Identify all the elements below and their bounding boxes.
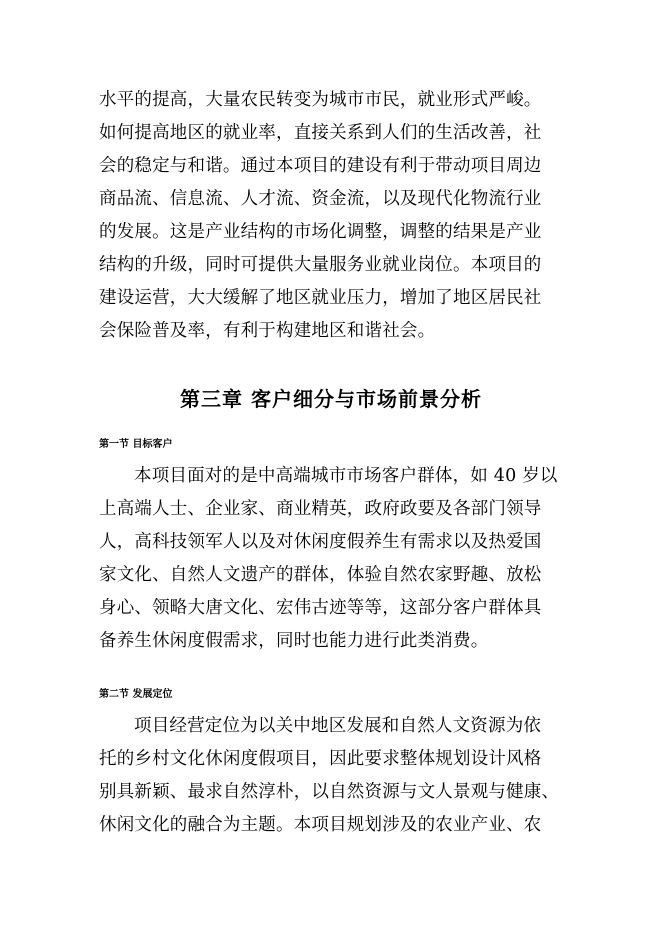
section-1-line-4: 家文化、自然人文遗产的群体，体验自然农家野趣、放松: [99, 565, 542, 585]
intro-line-4: 商品流、信息流、人才流、资金流，以及现代化物流行业: [99, 189, 542, 209]
intro-line-6: 结构的升级，同时可提供大量服务业就业岗位。本项目的: [99, 255, 542, 275]
section-1-line-3: 人，高科技领军人以及对休闲度假养生有需求以及热爱国: [99, 532, 542, 552]
intro-line-7: 建设运营，大大缓解了地区就业压力，增加了地区居民社: [99, 288, 542, 308]
chapter-title: 第三章 客户细分与市场前景分析: [180, 387, 482, 411]
intro-line-2: 如何提高地区的就业率，直接关系到人们的生活改善，社: [99, 123, 542, 143]
intro-line-3: 会的稳定与和谐。通过本项目的建设有利于带动项目周边: [99, 156, 542, 176]
section-1-line-1: 本项目面对的是中高端城市市场客户群体，如 40 岁以: [134, 466, 558, 486]
section-1-line-2: 上高端人士、企业家、商业精英，政府政要及各部门领导: [99, 499, 542, 519]
section-2-line-4: 休闲文化的融合为主题。本项目规划涉及的农业产业、农: [99, 815, 542, 835]
intro-line-1: 水平的提高，大量农民转变为城市市民，就业形式严峻。: [99, 90, 542, 110]
section-2-title: 第二节 发展定位: [99, 689, 173, 700]
intro-line-5: 的发展。这是产业结构的市场化调整，调整的结果是产业: [99, 222, 542, 242]
section-2-line-3: 别具新颖、最求自然淳朴，以自然资源与文人景观与健康、: [99, 782, 560, 802]
section-2-line-1: 项目经营定位为以关中地区发展和自然人文资源为依: [134, 716, 542, 736]
section-2-line-2: 托的乡村文化休闲度假项目，因此要求整体规划设计风格: [99, 749, 542, 769]
section-1-line-5: 身心、领略大唐文化、宏伟古迹等等，这部分客户群体具: [99, 598, 542, 618]
section-1-title: 第一节 目标客户: [99, 439, 173, 450]
intro-line-8: 会保险普及率，有利于构建地区和谐社会。: [99, 321, 436, 341]
section-1-line-6: 备养生休闲度假需求，同时也能力进行此类消费。: [99, 631, 489, 651]
